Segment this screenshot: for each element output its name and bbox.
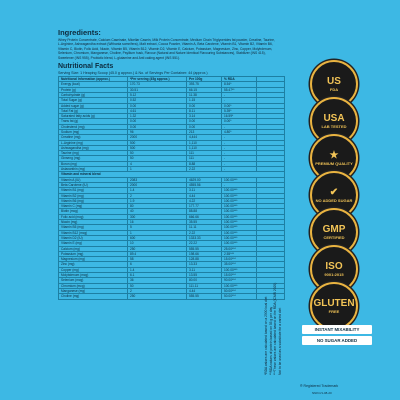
table-cell: 6 <box>128 262 187 267</box>
instant-mixability-label: INSTANT MIXABILITY <box>302 325 372 334</box>
table-cell: 500 <box>128 140 187 145</box>
badge-top-text: US <box>327 75 341 87</box>
table-cell: Creatine (mg) <box>59 135 128 140</box>
table-cell: 100.00*** <box>222 267 257 272</box>
table-cell: 4629.00 <box>187 177 222 182</box>
table-cell: Cholesterol (mg) <box>59 124 128 129</box>
table-cell: - <box>222 151 257 156</box>
table-cell: 0.00* <box>222 119 257 124</box>
table-cell: 50.00*** <box>222 288 257 293</box>
table-cell: 100.00*** <box>222 204 257 209</box>
table-cell: 177.77 <box>187 204 222 209</box>
table-cell: 0.00 <box>128 103 187 108</box>
table-cell: 111.11 <box>187 283 222 288</box>
table-cell: 35.55 <box>187 220 222 225</box>
table-cell: - <box>222 156 257 161</box>
table-cell: L-Arginine (mg) <box>59 140 128 145</box>
table-cell: 666.66 <box>187 214 222 219</box>
table-cell: 0.00 <box>187 103 222 108</box>
table-cell: 4.44 <box>187 288 222 293</box>
table-cell: 170.73 <box>128 82 187 87</box>
column-header: Nutritional Information (approx.) <box>59 77 128 82</box>
badge-bottom-text: LAB TESTED <box>321 123 347 129</box>
table-cell: 36 <box>128 278 187 283</box>
table-cell: 0.00 <box>187 119 222 124</box>
table-cell: 1.4 <box>128 267 187 272</box>
table-cell: 96 <box>128 130 187 135</box>
table-cell: 2.22 <box>187 167 222 172</box>
table-cell: Zinc (mg) <box>59 262 128 267</box>
table-cell: - <box>222 145 257 150</box>
table-cell: Magnesium (mg) <box>59 257 128 262</box>
table-cell: 0.00* <box>222 103 257 108</box>
table-cell: Selenium (mcg) <box>59 278 128 283</box>
table-cell: 1333.33 <box>187 235 222 240</box>
table-cell: 11.38 <box>187 92 222 97</box>
table-cell: Manganese (mg) <box>59 288 128 293</box>
table-cell: Folic acid (mcg) <box>59 214 128 219</box>
table-cell: 1.32 <box>128 114 187 119</box>
section-heading: Vitamin and mineral blend <box>59 172 285 177</box>
badge-top-text: GLUTEN <box>313 297 355 309</box>
table-cell: 500 <box>128 145 187 150</box>
table-cell: 100.00*** <box>222 209 257 214</box>
table-cell: Chromium (mcg) <box>59 283 128 288</box>
table-cell: 555.55 <box>187 246 222 251</box>
ingredients-heading: Ingredients: <box>58 28 101 37</box>
table-cell: 100.00*** <box>222 283 257 288</box>
table-cell: 4.44 <box>187 193 222 198</box>
table-cell: 0.00 <box>128 124 187 129</box>
table-cell: 16 <box>128 220 187 225</box>
table-cell: 22.22 <box>187 241 222 246</box>
table-cell: 250 <box>128 246 187 251</box>
table-cell: 55.47** <box>222 87 257 92</box>
table-row <box>59 294 285 299</box>
serving-size: Serving Size: 1 Heaping Scoop (45.0 g approx.) & No. of Servings Per Container: 44 (approx.) <box>58 71 208 76</box>
table-cell: 5.39* <box>222 108 257 113</box>
table-cell: Molybdenum (mcg) <box>59 273 128 278</box>
table-cell: 2.55*** <box>222 251 257 256</box>
badge-top-text: ISO <box>325 260 343 272</box>
table-cell: 1.4 <box>128 188 187 193</box>
table-cell: Total Sugar (g) <box>59 98 128 103</box>
table-cell: 13.55 <box>187 273 222 278</box>
badge-bottom-text: 9001:2015 <box>324 271 344 277</box>
table-cell: Vitamin B5 (mg) <box>59 225 128 230</box>
badge-bottom-text: FREE <box>328 308 340 314</box>
badge-bottom-text: FDA <box>329 86 339 92</box>
table-cell: 128.88 <box>187 257 222 262</box>
table-cell: Vitamin B2 (mg) <box>59 193 128 198</box>
table-cell: 600 <box>128 235 187 240</box>
table-cell: 0.52 <box>128 98 187 103</box>
ingredients-text: Whey Protein Concentrate, Calcium Caseinate, Micellar Casein, Milk Protein Concentrate, Medium Chain Triglycerides fat powder, Creatine, Taurine, L-Arginine, Ashwagandha extract (Withania somnifera), Malt extract, Cocoa Powder, Vitamin A, Beta Carotene, Vitamin B1, Vitamin B2, Vitamin B6, Vitamin C, Biotin, Folic Acid, Niacin, Vitamin B5, Vitamin B12, Vitamin D2, Vitamin E, Calcium, Potassium, Magnesium, Zinc, Copper, Molybdenum, Selenium, Chromium, Manganese, Choline, Psyllium husk, Flavour (Natural and Nature Identical Flavouring Substances), Stabilizer (INS 415), Sweetener (INS 955), Probiotic blend, L-glutamine and Anti caking agent (INS 551). <box>58 38 275 60</box>
table-cell: 2000 <box>128 182 187 187</box>
table-cell: 50 <box>128 156 187 161</box>
table-cell: Ginseng (mg) <box>59 156 128 161</box>
table-cell: Vitamin C (mg) <box>59 204 128 209</box>
table-cell: 0.00 <box>128 119 187 124</box>
table-cell: 90.00*** <box>222 278 257 283</box>
table-cell: Energy (kcal) <box>59 82 128 87</box>
table-cell: Taurine (mg) <box>59 151 128 156</box>
table-cell: 2 <box>128 193 187 198</box>
table-cell: 88.88 <box>187 209 222 214</box>
table-cell: - <box>222 182 257 187</box>
footnote: Not to be used as a substitute for a varied diet <box>277 307 282 375</box>
column-header: *Per serving (45g approx.) <box>128 77 187 82</box>
table-cell: 198.66 <box>187 251 222 256</box>
table-cell: 4 <box>128 161 187 166</box>
table-cell: Niacin (mg) <box>59 220 128 225</box>
table-cell: Biotin (mcg) <box>59 209 128 214</box>
badge-bottom-text: NO ADDED SUGAR <box>315 197 353 203</box>
table-cell: 11.11 <box>187 225 222 230</box>
table-cell: Vitamin B6 (mg) <box>59 198 128 203</box>
table-cell: - <box>222 135 257 140</box>
table-cell: Vitamin E (mg) <box>59 241 128 246</box>
table-cell: Potassium (mg) <box>59 251 128 256</box>
table-cell: Vitamin D2 (IU) <box>59 235 128 240</box>
gluten-free-badge-icon <box>310 282 358 330</box>
table-cell: Vitamin A (IU) <box>59 177 128 182</box>
footnote: **RDA values of protein based on 55 g per day <box>268 306 273 375</box>
small-code-text: NNKC/1-08-20 <box>312 391 332 395</box>
table-cell: 1,110 <box>187 145 222 150</box>
table-cell: 100.00*** <box>222 198 257 203</box>
table-cell: 8.88 <box>187 161 222 166</box>
table-cell: 250 <box>128 294 187 299</box>
table-cell: Saturated fatty acids (g) <box>59 114 128 119</box>
table-cell: 4,444 <box>187 135 222 140</box>
table-cell: 4.22 <box>187 198 222 203</box>
table-cell: 5.12 <box>128 92 187 97</box>
table-cell: 1.9 <box>128 198 187 203</box>
table-cell: Copper (mg) <box>59 267 128 272</box>
table-cell: - <box>222 161 257 166</box>
table-cell: 1,110 <box>187 140 222 145</box>
table-cell: 50 <box>128 283 187 288</box>
table-cell: 58 <box>128 257 187 262</box>
nutrition-table <box>58 76 285 299</box>
table-cell: 4555.56 <box>187 182 222 187</box>
table-cell: 100.00*** <box>222 230 257 235</box>
table-cell: 40 <box>128 209 187 214</box>
table-cell: 2.22 <box>187 230 222 235</box>
table-cell: - <box>222 140 257 145</box>
table-cell: 8.11 <box>187 108 222 113</box>
table-cell: 100.00*** <box>222 177 257 182</box>
table-cell: 35.00*** <box>222 262 257 267</box>
table-cell: 80 <box>128 204 187 209</box>
badge-top-text: GMP <box>322 223 346 235</box>
table-cell: Sodium (mg) <box>59 130 128 135</box>
table-cell: 30.51 <box>128 87 187 92</box>
table-cell: 15.00*** <box>222 257 257 262</box>
table-cell: Choline (mg) <box>59 294 128 299</box>
table-cell: 5 <box>128 225 187 230</box>
table-cell: 100.00*** <box>222 188 257 193</box>
table-cell: 2 <box>128 288 187 293</box>
table-cell: 100.00*** <box>222 193 257 198</box>
table-cell: Ashwagandha (mg) <box>59 145 128 150</box>
table-cell: Trans fat (g) <box>59 119 128 124</box>
table-cell: 66.15 <box>187 87 222 92</box>
table-cell: 3.14 <box>187 114 222 119</box>
table-cell: 555.55 <box>187 294 222 299</box>
table-cell: 6.1 <box>128 273 187 278</box>
footnotes <box>264 150 304 375</box>
table-cell: Carbohydrate (g) <box>59 92 128 97</box>
table-cell: 1.15 <box>187 98 222 103</box>
table-cell: 50.00*** <box>222 294 257 299</box>
table-cell: 25.00*** <box>222 246 257 251</box>
table-cell: 111 <box>187 156 222 161</box>
table-cell: Boron (mg) <box>59 161 128 166</box>
footnote: ***These values are calculated based on the RDA (ICMR 2020) <box>273 282 278 375</box>
table-cell: 4.61 <box>128 108 187 113</box>
table-cell: - <box>222 92 257 97</box>
table-cell: 3.11 <box>187 267 222 272</box>
table-cell: 2083 <box>128 177 187 182</box>
badge-top-text: ✔ <box>329 186 339 198</box>
table-cell: 1 <box>128 230 187 235</box>
table-cell: - <box>222 98 257 103</box>
table-cell: 100.00*** <box>222 220 257 225</box>
table-cell: Total Fat (g) <box>59 108 128 113</box>
footnote: *RDA values are calculated based on a 2000 kcal diet <box>264 296 268 375</box>
badge-top-text: ★ <box>329 149 339 161</box>
column-header: Per 100g <box>187 77 222 82</box>
table-cell: 3.11 <box>187 188 222 193</box>
table-cell: Beta Carotene (IU) <box>59 182 128 187</box>
table-cell: 13.33 <box>187 262 222 267</box>
table-cell: 0.00 <box>187 124 222 129</box>
badge-top-text: USA <box>323 112 345 124</box>
table-cell: 80.00 <box>187 278 222 283</box>
table-cell: Vitamin B12 (mcg) <box>59 230 128 235</box>
table-cell: 100.00*** <box>222 225 257 230</box>
table-cell: 4.80* <box>222 130 257 135</box>
table-cell: Protein (g) <box>59 87 128 92</box>
table-cell: 15.00*** <box>222 273 257 278</box>
table-cell: 111 <box>187 151 222 156</box>
table-cell: 300 <box>128 214 187 219</box>
product-label <box>58 28 278 300</box>
table-cell: 1 <box>128 167 187 172</box>
table-cell: 2000 <box>128 135 187 140</box>
badge-bottom-text: CERTIFIED <box>323 234 345 240</box>
table-cell: - <box>222 167 257 172</box>
nutrition-heading: Nutritional Facts <box>58 63 114 71</box>
no-sugar-added-label: NO SUGAR ADDED <box>302 336 372 345</box>
table-cell: 393.75 <box>187 82 222 87</box>
table-cell: Astaxanthin (mg) <box>59 167 128 172</box>
table-cell: 10 <box>128 241 187 246</box>
table-cell: 89.4 <box>128 251 187 256</box>
column-header: % RDA <box>222 77 257 82</box>
table-cell: Added sugar (g) <box>59 103 128 108</box>
table-cell: 8.54* <box>222 82 257 87</box>
table-cell: 100.00*** <box>222 214 257 219</box>
table-cell: 50 <box>128 151 187 156</box>
badge-bottom-text: PREMIUM QUALITY <box>315 160 353 166</box>
table-cell: 16.59* <box>222 114 257 119</box>
table-cell: 213 <box>187 130 222 135</box>
table-cell: 100.00*** <box>222 241 257 246</box>
table-cell: 100.00*** <box>222 235 257 240</box>
table-cell: Vitamin B1 (mg) <box>59 188 128 193</box>
registered-trademark-text: ® Registered Trademark <box>300 384 339 388</box>
table-cell: Calcium (mg) <box>59 246 128 251</box>
table-cell: - <box>222 124 257 129</box>
